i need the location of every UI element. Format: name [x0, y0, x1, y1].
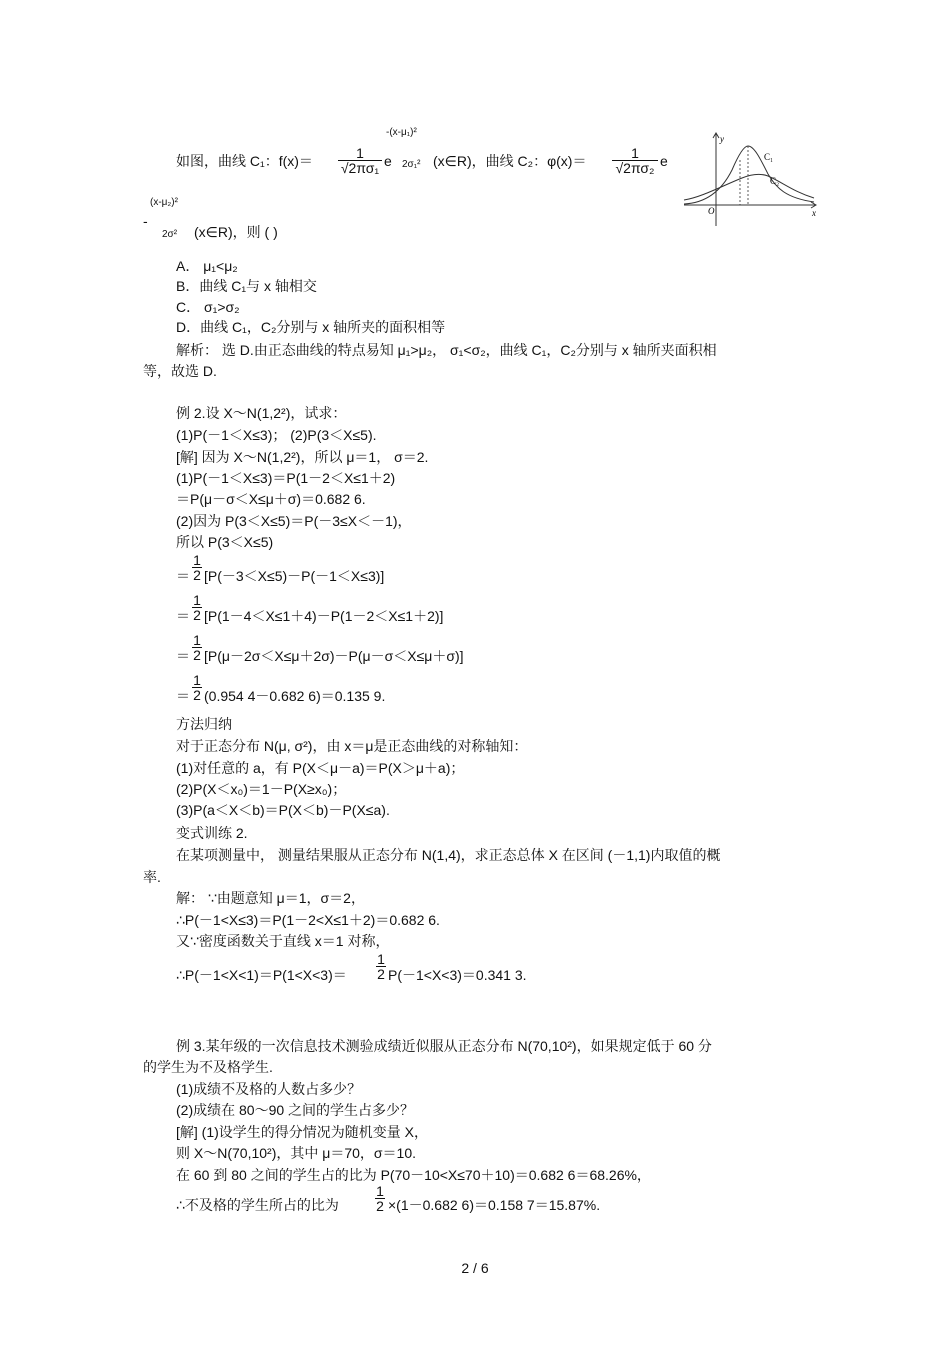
ex3-half — [375, 1184, 385, 1213]
variant-line-1: 变式训练 2. — [176, 825, 248, 841]
ex2-line-7: 所以 P(3＜X≤5) — [176, 534, 274, 550]
p1-option-c: C． σ₁>σ₂ — [176, 299, 240, 315]
ex2-half-2-den: 2 — [193, 607, 201, 623]
method-line-4: (2)P(X＜x₀)＝1－P(X≥x₀)； — [176, 781, 347, 797]
p1-frac2-num: 1 — [631, 145, 639, 161]
p1-option-b: B．曲线 C₁与 x 轴相交 — [176, 278, 317, 294]
ex2-half-2-num: 1 — [193, 592, 201, 608]
p1-line1-mid: (x∈R)，曲线 C₂：φ(x)＝ — [433, 153, 587, 169]
ex3-line-1: 例 3.某年级的一次信息技术测验成绩近似服从正态分布 N(70,10²)，如果规定低于 60 分 — [176, 1038, 712, 1054]
method-line-2: 对于正态分布 N(μ, σ²)，由 x＝μ是正态曲线的对称轴知： — [176, 738, 528, 754]
p1-frac1-den: √2πσ₁ — [340, 160, 380, 176]
ex2-line-2: (1)P(－1＜X≤3)； (2)P(3＜X≤5). — [176, 427, 377, 443]
ex2-half-1 — [192, 553, 202, 582]
ex2-eq-1: ＝ — [176, 568, 190, 584]
ex2-frac-line-4: (0.954 4－0.682 6)＝0.135 9. — [204, 688, 386, 704]
ex3-half-num: 1 — [376, 1183, 384, 1199]
ex2-half-4-num: 1 — [193, 672, 201, 688]
p1-minus: - — [143, 213, 148, 229]
variant-half-den: 2 — [377, 966, 385, 982]
ex3-line-4: (2)成绩在 80～90 之间的学生占多少？ — [176, 1102, 415, 1118]
graph-x-label: x — [812, 208, 816, 218]
variant-last-prefix: ∴P(－1<X<1)＝P(1<X<3)＝ — [176, 967, 347, 983]
p1-option-a: A． μ₁<μ₂ — [176, 258, 238, 274]
ex3-line-6: 则 X～N(70,10²)，其中 μ＝70，σ＝10. — [176, 1145, 416, 1161]
p1-frac1 — [338, 146, 382, 175]
ex2-line-6: (2)因为 P(3＜X≤5)＝P(－3≤X＜－1)， — [176, 513, 412, 529]
ex2-line-1: 例 2.设 X～N(1,2²)，试求： — [176, 405, 347, 421]
p1-solution-2: 等，故选 D. — [143, 363, 217, 379]
graph-origin-label: O — [708, 206, 715, 216]
method-line-1: 方法归纳 — [176, 716, 232, 732]
ex3-line-5: [解] (1)设学生的得分情况为随机变量 X， — [176, 1124, 429, 1140]
graph-c1-label: C₁ — [764, 152, 774, 162]
p1-exp-den1: 2σ₁² — [402, 159, 421, 170]
ex2-eq-4: ＝ — [176, 688, 190, 704]
variant-half-num: 1 — [377, 951, 385, 967]
graph-y-label: y — [720, 134, 724, 144]
ex3-line-3: (1)成绩不及格的人数占多少？ — [176, 1081, 362, 1097]
ex3-half-den: 2 — [376, 1198, 384, 1214]
ex2-eq-3: ＝ — [176, 648, 190, 664]
ex2-half-1-num: 1 — [193, 552, 201, 568]
ex2-half-3-den: 2 — [193, 647, 201, 663]
ex3-line-2: 的学生为不及格学生. — [143, 1059, 273, 1075]
ex2-half-3 — [192, 633, 202, 662]
ex2-half-4 — [192, 673, 202, 702]
ex2-line-5: ＝P(μ－σ＜X≤μ＋σ)＝0.682 6. — [176, 491, 366, 507]
p1-exp2: (x-μ₂)² — [150, 197, 178, 208]
ex2-half-4-den: 2 — [193, 687, 201, 703]
ex3-line-7: 在 60 到 80 之间的学生占的比为 P(70－10<X≤70＋10)＝0.682 6＝68.26%， — [176, 1167, 651, 1183]
ex2-eq-2: ＝ — [176, 608, 190, 624]
p1-exp-den2: 2σ² — [162, 229, 178, 240]
graph-c2-label: C₂ — [770, 176, 780, 186]
p1-e1: e — [384, 153, 392, 169]
variant-line-6: 又∵密度函数关于直线 x＝1 对称， — [176, 933, 390, 949]
ex2-half-2 — [192, 593, 202, 622]
ex2-line-4: (1)P(－1＜X≤3)＝P(1－2＜X≤1＋2) — [176, 470, 396, 486]
ex2-frac-line-3: [P(μ－2σ＜X≤μ＋2σ)－P(μ－σ＜X≤μ＋σ)] — [204, 648, 464, 664]
variant-line-5: ∴P(－1<X≤3)＝P(1－2<X≤1＋2)＝0.682 6. — [176, 912, 440, 928]
variant-line-3: 率. — [143, 869, 161, 885]
p1-e2: e — [660, 153, 668, 169]
p1-solution-1: 解析： 选 D.由正态曲线的特点易知 μ₁>μ₂， σ₁<σ₂，曲线 C₁，C₂分别与 x 轴所夹面积相 — [176, 342, 717, 358]
p1-frac1-num: 1 — [356, 145, 364, 161]
ex2-line-3: [解] 因为 X～N(1,2²)，所以 μ＝1， σ＝2. — [176, 449, 429, 465]
ex2-frac-line-1: [P(－3＜X≤5)－P(－1＜X≤3)] — [204, 568, 385, 584]
p1-exp1: -(x-μ₁)² — [386, 127, 417, 138]
ex3-last-prefix: ∴不及格的学生所占的比为 — [176, 1197, 339, 1213]
ex2-half-1-den: 2 — [193, 567, 201, 583]
variant-line-2: 在某项测量中， 测量结果服从正态分布 N(1,4)，求正态总体 X 在区间 (－1,1)内取值的概 — [176, 847, 721, 863]
p1-option-d: D．曲线 C₁，C₂分别与 x 轴所夹的面积相等 — [176, 319, 446, 335]
page-number: 2 / 6 — [461, 1260, 489, 1276]
method-line-5: (3)P(a＜X＜b)＝P(X＜b)－P(X≤a). — [176, 802, 390, 818]
p1-frac2-den: √2πσ₂ — [615, 160, 655, 176]
ex2-frac-line-2: [P(1－4＜X≤1＋4)－P(1－2＜X≤1＋2)] — [204, 608, 444, 624]
p1-line2: (x∈R)，则 ( ) — [194, 224, 278, 240]
ex2-half-3-num: 1 — [193, 632, 201, 648]
variant-last-suffix: P(－1<X<3)＝0.341 3. — [388, 967, 527, 983]
normal-curves-figure — [682, 130, 818, 228]
p1-line1-prefix: 如图，曲线 C₁：f(x)＝ — [176, 153, 313, 169]
ex3-last-suffix: ×(1－0.682 6)＝0.158 7＝15.87%. — [388, 1197, 601, 1213]
variant-half — [376, 952, 386, 981]
variant-line-4: 解： ∵由题意知 μ＝1，σ＝2， — [176, 890, 365, 906]
method-line-3: (1)对任意的 a，有 P(X＜μ－a)＝P(X＞μ＋a)； — [176, 760, 465, 776]
p1-frac2 — [612, 146, 658, 175]
